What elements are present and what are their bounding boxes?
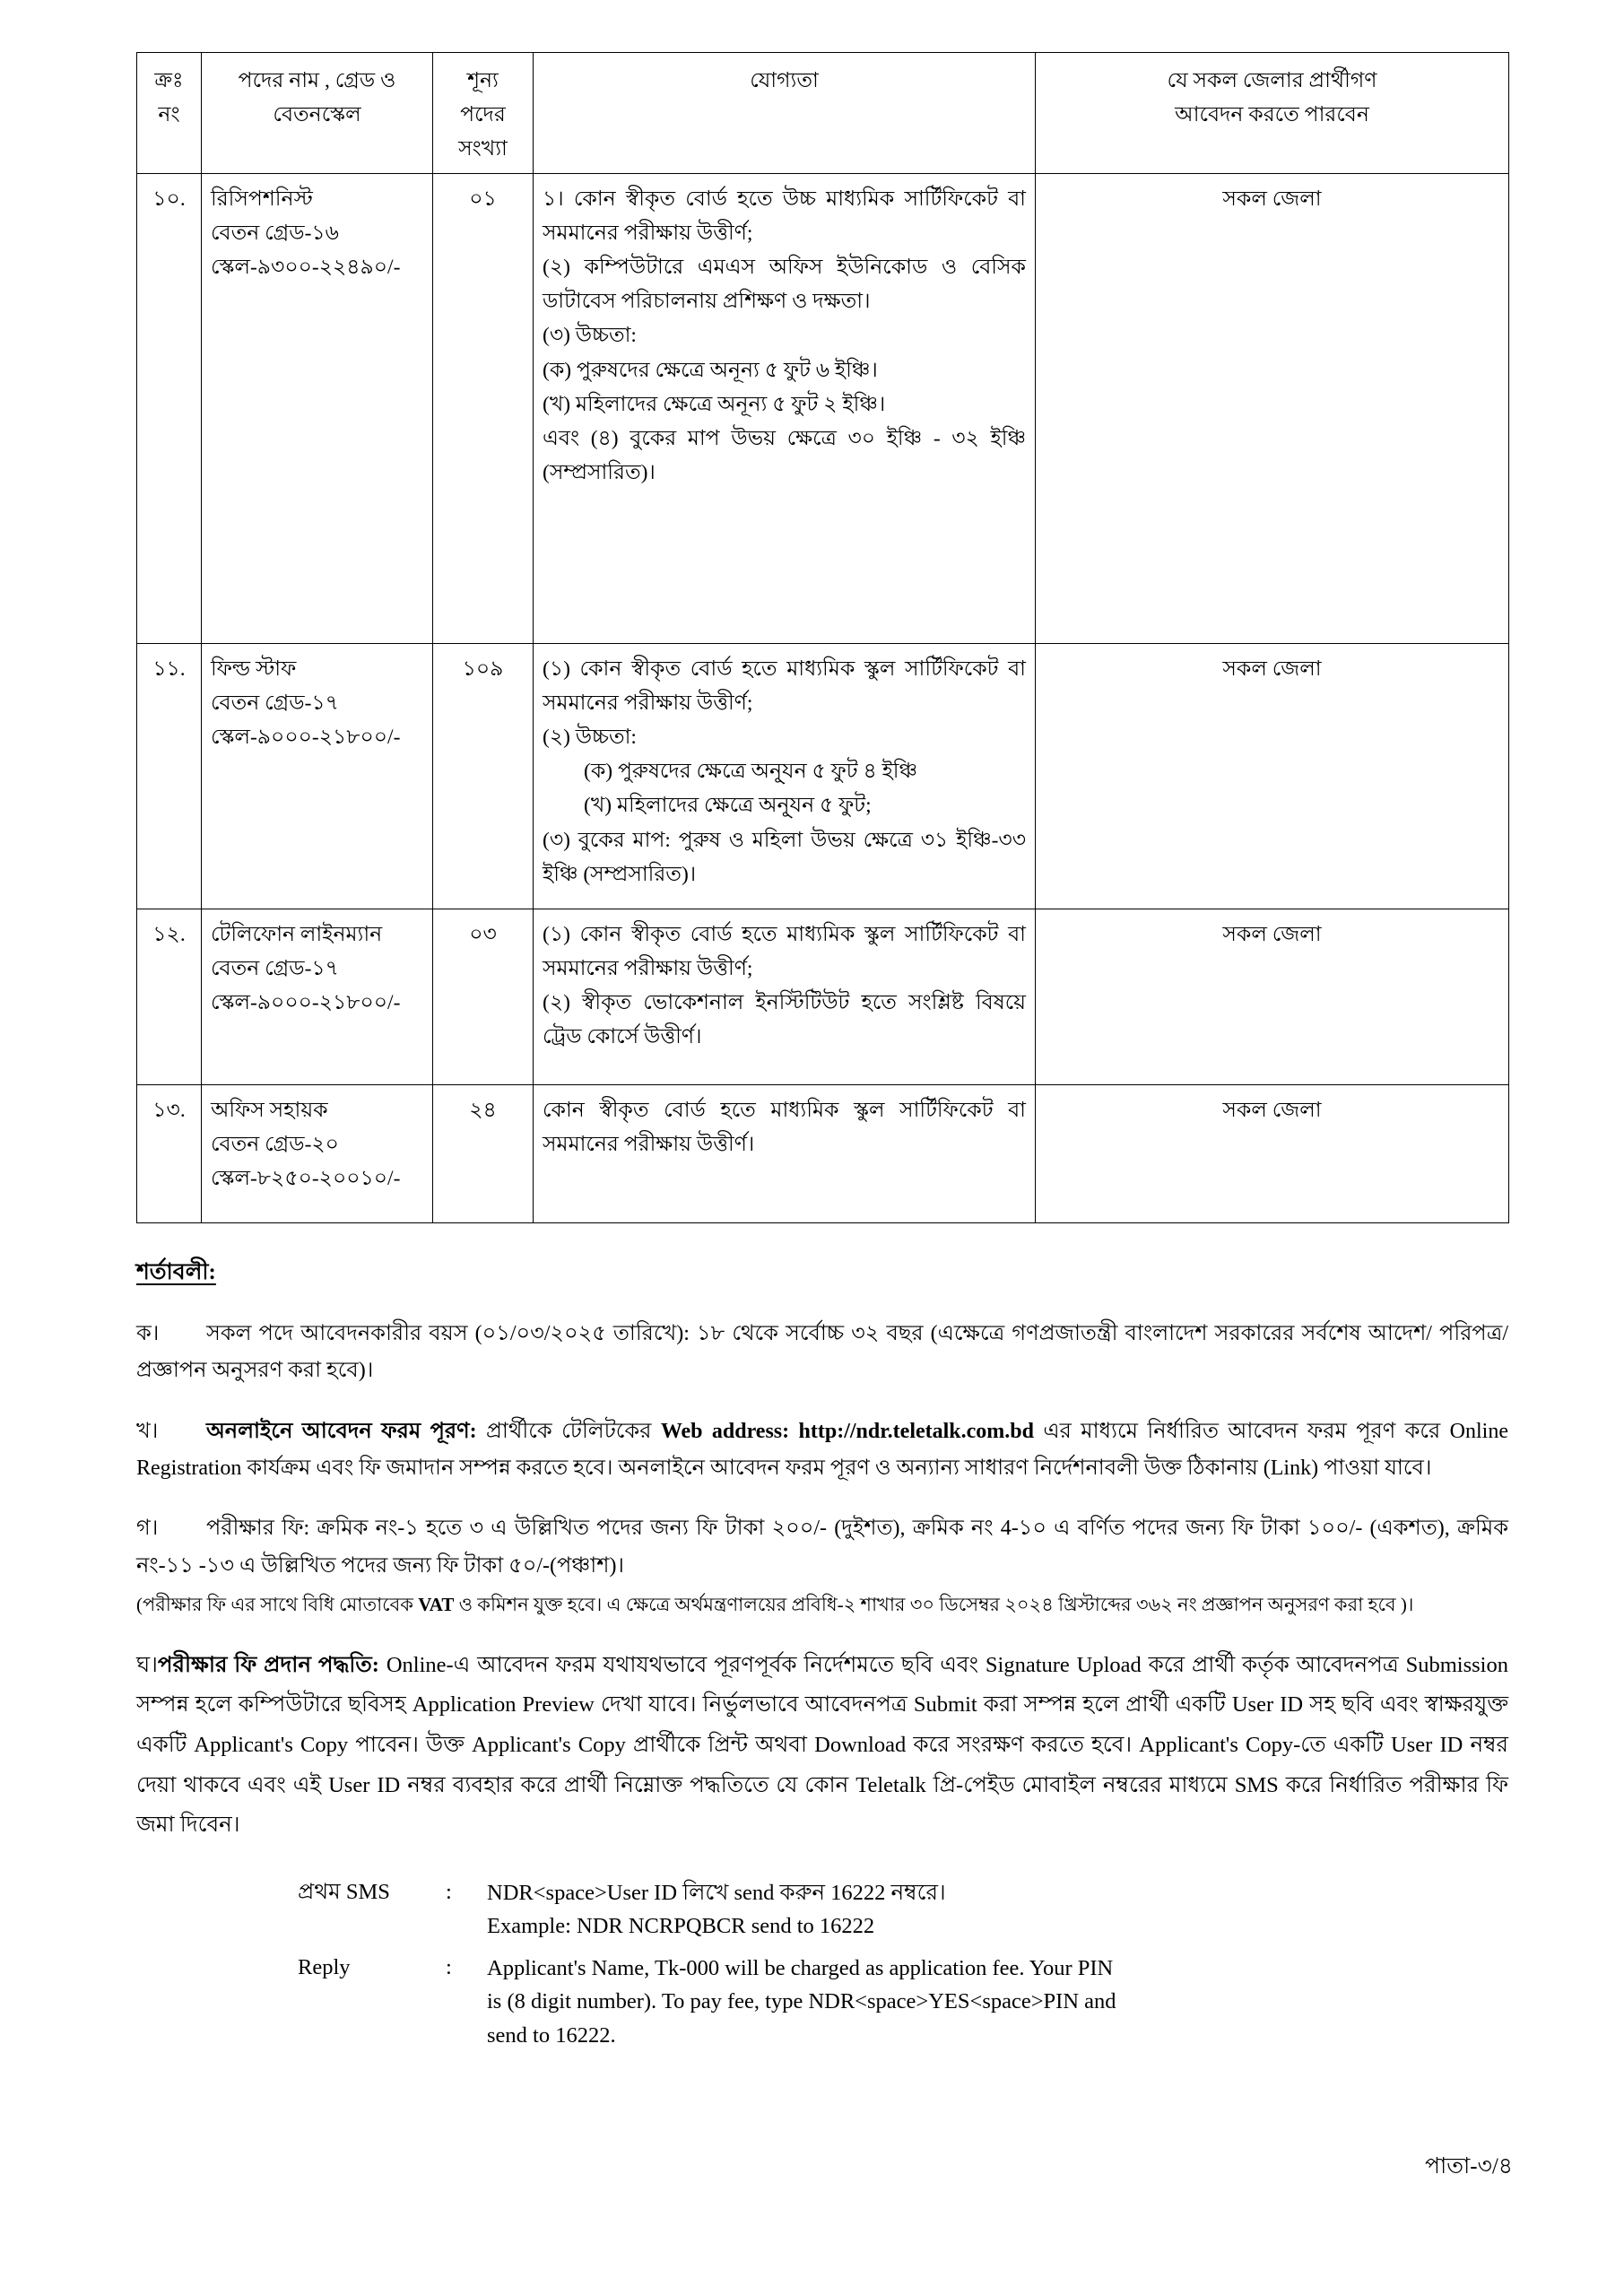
clause-kha-text-3: কার্যক্রম এবং ফি জমাদান সম্পন্ন করতে হবে। অনলাইনে আবেদন ফরম পূরণ ও অন্যান্য সাধারণ নির্দেশনাবলী উক্ত ঠিকানায় [241,1456,1264,1480]
clause-gha-text: Online-এ আবেদন ফরম যথাযথভাবে পূরণপূর্বক নির্দেশমতে ছবি এবং Signature Upload করে প্রার্থী কর্তৃক আবেদনপত্র Submission সম্পন্ন হলে কম্পিউটারে ছবিসহ Application Preview দেখা যাবে। নির্ভুলভাবে আবেদনপত্র Submit করা সম্পন্ন হলে প্রার্থী একটি User ID সহ ছবি এবং স্বাক্ষরযুক্ত একটি Applicant's Copy পাবেন। উক্ত Applicant's Copy প্রার্থীকে প্রিন্ট অথবা Download করে সংরক্ষণ করতে হবে। Applicant's Copy-তে একটি User ID নম্বর দেয়া থাকবে এবং এই User ID নম্বর ব্যবহার করে প্রার্থী নিম্নোক্ত পদ্ধতিতে যে কোন Teletalk প্রি-পেইড মোবাইল নম্বরের মাধ্যমে SMS করে নির্ধারিত পরীক্ষার ফি জমা দিবেন। [136,1652,1508,1838]
sms-reply-line-2: is (8 digit number). To pay fee, type NDR<space>YES<space>PIN and [487,1989,1116,2014]
page-number: পাতা-৩/৪ [1425,2154,1513,2179]
clause-ka-marker: ক। [136,1322,160,1346]
row-qualification: কোন স্বীকৃত বোর্ড হতে মাধ্যমিক স্কুল সার্টিফিকেট বা সমমানের পরীক্ষায় উত্তীর্ণ। [534,1085,1036,1223]
web-address[interactable]: Web address: http://ndr.teletalk.com.bd [660,1419,1034,1443]
sms-reply-body [487,1952,1508,2052]
table-header-row [137,53,1509,174]
sms-reply-line-3: send to 16222. [487,2022,616,2048]
clause-ka-text: সকল পদে আবেদনকারীর বয়স (০১/০৩/২০২৫ তারিখে): ১৮ থেকে সর্বোচ্চ ৩২ বছর (এক্ষেত্রে গণপ্রজাতন্ত্রী বাংলাদেশ সরকারের সর্বশেষ আদেশ/ পরিপত্র/ প্রজ্ঞাপন অনুসরণ করা হবে)। [136,1322,1508,1383]
clause-kha [136,1413,1508,1488]
row-vacancy: ১০৯ [433,644,534,909]
clause-kha-text-4: পাওয়া যাবে। [1318,1456,1432,1480]
row-qualification: ১। কোন স্বীকৃত বোর্ড হতে উচ্চ মাধ্যমিক সার্টিফিকেট বা সমমানের পরীক্ষায় উত্তীর্ণ; (২) কম্পিউটারে এমএস অফিস ইউনিকোড ও বেসিক ডাটাবেস পরিচালনায় প্রশিক্ষণ ও দক্ষতা। (৩) উচ্চতা: (ক) পুরুষদের ক্ষেত্রে অনূন্য ৫ ফুট ৬ ইঞ্চি। (খ) মহিলাদের ক্ষেত্রে অনূন্য ৫ ফুট ২ ইঞ্চি। এবং (৪) বুকের মাপ উভয় ক্ষেত্রে ৩০ ইঞ্চি - ৩২ ইঞ্চি (সম্প্রসারিত)। [534,174,1036,644]
row-qualification: (১) কোন স্বীকৃত বোর্ড হতে মাধ্যমিক স্কুল সার্টিফিকেট বা সমমানের পরীক্ষায় উত্তীর্ণ; (২) উচ্চতা: (ক) পুরুষদের ক্ষেত্রে অনূ্যন ৫ ফুট ৪ ইঞ্চি (খ) মহিলাদের ক্ষেত্রে অনূ্যন ৫ ফুট; (৩) বুকের মাপ: পুরুষ ও মহিলা উভয় ক্ষেত্রে ৩১ ইঞ্চি-৩৩ ইঞ্চি (সম্প্রসারিত)। [534,644,1036,909]
sms-first-line-1: NDR<space>User ID লিখে send করুন 16222 নম্বরে। [487,1880,946,1905]
table-row [137,174,1509,644]
sms-first-row [298,1876,1508,1943]
row-districts: সকল জেলা [1036,1085,1509,1223]
online-registration-term: Online Registration [136,1419,1508,1480]
sms-instructions [298,1876,1508,2052]
sms-reply-colon: : [446,1955,452,1980]
vacancy-table [136,52,1509,1223]
sms-reply-label: Reply [298,1955,351,1980]
row-post: ফিল্ড স্টাফ বেতন গ্রেড-১৭ স্কেল-৯০০০-২১৮০০/- [202,644,433,909]
sms-first-label: প্রথম SMS [298,1879,390,1904]
table-row [137,644,1509,909]
clause-gha [136,1646,1508,1846]
row-vacancy: ০৩ [433,909,534,1085]
row-districts: সকল জেলা [1036,644,1509,909]
clause-kha-marker: খ। [136,1419,159,1443]
row-post: অফিস সহায়ক বেতন গ্রেড-২০ স্কেল-৮২৫০-২০০১০/- [202,1085,433,1223]
page-content [136,52,1508,2061]
note-part-2: ও কমিশন যুক্ত হবে। এ ক্ষেত্রে অর্থমন্ত্রণালয়ের প্রবিধি-২ শাখার ৩০ ডিসেম্বর ২০২৪ খ্রিস্টাব্দের ৩৬২ নং প্রজ্ঞাপন অনুসরণ করা হবে )। [454,1593,1414,1615]
link-term: (Link) [1263,1456,1319,1480]
row-districts: সকল জেলা [1036,174,1509,644]
row-districts: সকল জেলা [1036,909,1509,1085]
clause-kha-text-2: এর মাধ্যমে নির্ধারিত আবেদন ফরম পূরণ করে [1034,1419,1450,1443]
header-vacancy: শূন্য পদের সংখ্যা [433,53,534,174]
vat-term: VAT [418,1593,455,1615]
clause-ga-text: পরীক্ষার ফি: ক্রমিক নং-১ হতে ৩ এ উল্লিখিত পদের জন্য ফি টাকা ২০০/- (দুইশত), ক্রমিক নং 4-১০ এ বর্ণিত পদের জন্য ফি টাকা ১০০/- (একশত), ক্রমিক নং-১১ -১৩ এ উল্লিখিত পদের জন্য ফি টাকা ৫০/-(পঞ্চাশ)। [136,1517,1508,1578]
clause-ga [136,1510,1508,1621]
row-serial: ১১. [137,644,202,909]
clause-kha-lead: অনলাইনে আবেদন ফরম পূরণ: [206,1419,477,1443]
row-qualification: (১) কোন স্বীকৃত বোর্ড হতে মাধ্যমিক স্কুল সার্টিফিকেট বা সমমানের পরীক্ষায় উত্তীর্ণ; (২) স্বীকৃত ভোকেশনাল ইনস্টিটিউট হতে সংশ্লিষ্ট বিষয়ে ট্রেড কোর্সে উত্তীর্ণ। [534,909,1036,1085]
clause-gha-lead: পরীক্ষার ফি প্রদান পদ্ধতি: [157,1652,379,1677]
row-serial: ১৩. [137,1085,202,1223]
clause-kha-text-1: প্রার্থীকে টেলিটকের [476,1419,661,1443]
row-post: টেলিফোন লাইনম্যান বেতন গ্রেড-১৭ স্কেল-৯০০০-২১৮০০/- [202,909,433,1085]
terms-heading: শর্তাবলী: [136,1260,216,1285]
row-vacancy: ০১ [433,174,534,644]
sms-first-colon: : [446,1879,452,1904]
header-post: পদের নাম , গ্রেড ও বেতনস্কেল [202,53,433,174]
row-serial: ১২. [137,909,202,1085]
sms-first-body [487,1876,1508,1943]
table-row [137,1085,1509,1223]
note-part-1: (পরীক্ষার ফি এর সাথে বিধি মোতাবেক [136,1593,419,1615]
row-post: রিসিপশনিস্ট বেতন গ্রেড-১৬ স্কেল-৯৩০০-২২৪৯০/- [202,174,433,644]
row-vacancy: ২৪ [433,1085,534,1223]
row-serial: ১০. [137,174,202,644]
sms-first-line-2: Example: NDR NCRPQBCR send to 16222 [487,1914,875,1939]
clause-ka [136,1316,1508,1390]
clause-gha-marker: ঘ। [136,1652,158,1677]
header-qualification: যোগ্যতা [534,53,1036,174]
header-serial: ক্রঃ নং [137,53,202,174]
table-row [137,909,1509,1085]
sms-first-label-wrap [298,1876,446,1909]
header-districts: যে সকল জেলার প্রার্থীগণ আবেদন করতে পারবেন [1036,53,1509,174]
clause-ga-note [136,1588,1508,1621]
clause-ga-marker: গ। [136,1517,159,1541]
sms-reply-line-1: Applicant's Name, Tk-000 will be charged as application fee. Your PIN [487,1956,1114,1981]
sms-reply-row [298,1952,1508,2052]
